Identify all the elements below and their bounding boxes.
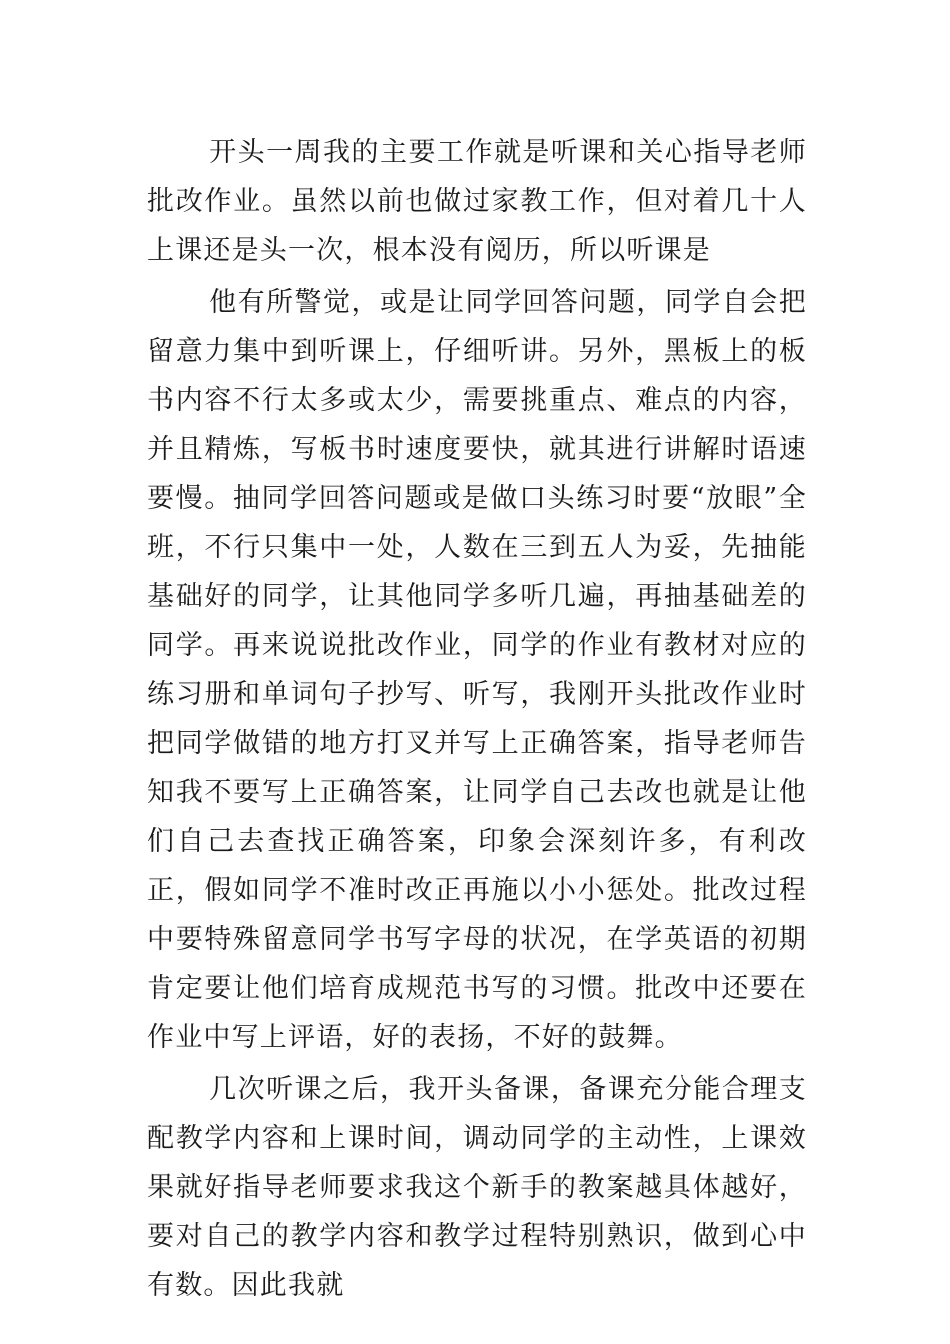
paragraph-2: 他有所警觉，或是让同学回答问题，同学自会把留意力集中到听课上，仔细听讲。另外，黑板上的板书内容不行太多或太少，需要挑重点、难点的内容，并且精炼，写板书时速度要快，就其进行讲解时语速要慢。抽同学回答问题或是做口头练习时要“放眼”全班，不行只集中一处，人数在三到五人为妥，先抽能基础好的同学，让其他同学多听几遍，再抽基础差的同学。再来说说批改作业，同学的作业有教材对应的练习册和单词句子抄写、听写，我刚开头批改作业时把同学做错的地方打叉并写上正确答案，指导老师告知我不要写上正确答案，让同学自己去改也就是让他们自己去查找正确答案，印象会深刻许多，有利改正，假如同学不准时改正再施以小小惩处。批改过程中要特殊留意同学书写字母的状况，在学英语的初期肯定要让他们培育成规范书写的习惯。批改中还要在作业中写上评语，好的表扬，不好的鼓舞。 xyxy=(147,287,807,1053)
document-body xyxy=(147,128,807,1313)
paragraph-3: 几次听课之后，我开头备课，备课充分能合理支配教学内容和上课时间，调动同学的主动性，上课效果就好指导老师要求我这个新手的教案越具体越好，要对自己的教学内容和教学过程特别熟识，做到心中有数。因此我就 xyxy=(147,1074,807,1301)
paragraph-1: 开头一周我的主要工作就是听课和关心指导老师批改作业。虽然以前也做过家教工作，但对着几十人上课还是头一次，根本没有阅历，所以听课是 xyxy=(147,137,807,266)
